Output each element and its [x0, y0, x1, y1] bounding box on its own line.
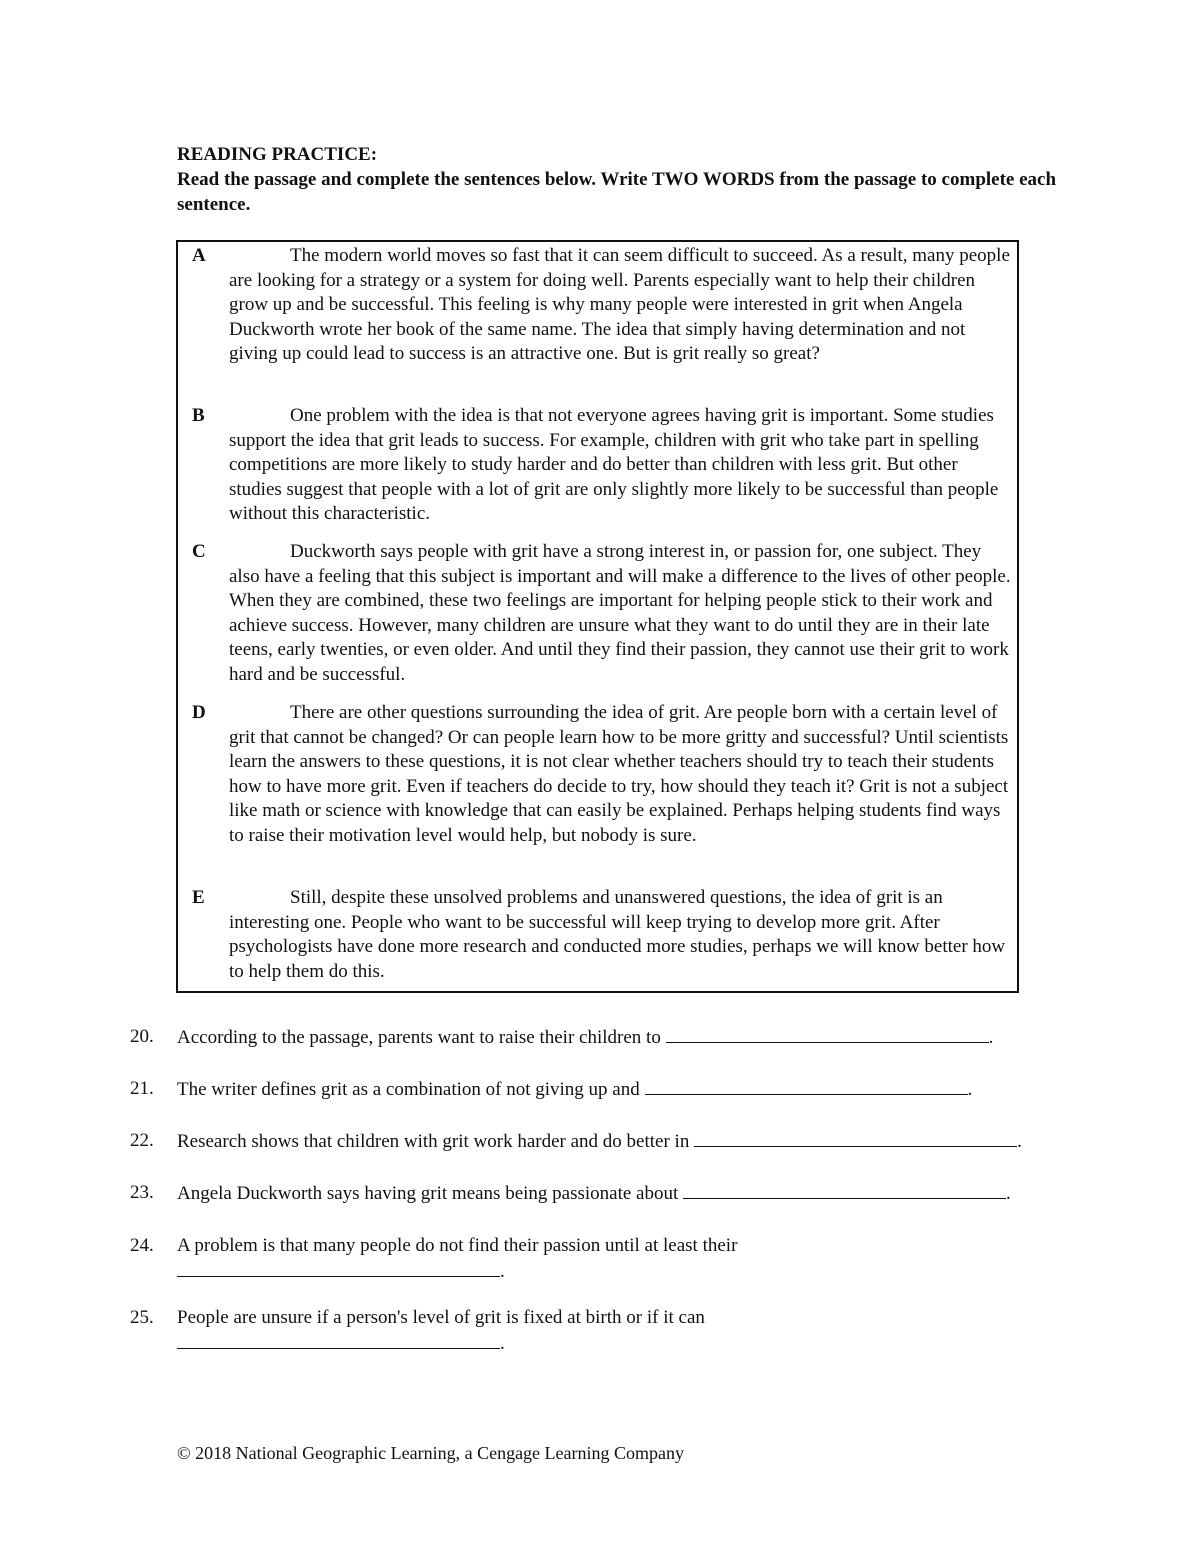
paragraph-letter: C — [192, 541, 206, 562]
question-20 — [130, 1025, 1130, 1050]
question-end: . — [988, 1027, 994, 1048]
paragraph-c — [192, 540, 1012, 688]
paragraph-text: Duckworth says people with grit have a strong interest in, or passion for, one subject. They also have a feeling that this subject is important and will make a difference to the lives of other people. When they are combined, these two feelings are important for helping people stick to their work and achieve success. However, many children are unsure what they want to do until they are in their late teens, early twenties, or even older. And until they find their passion, they cannot use their grit to work hard and be successful. — [229, 541, 1011, 685]
question-21 — [130, 1077, 1130, 1102]
copyright-footer: © 2018 National Geographic Learning, a Cengage Learning Company — [177, 1443, 685, 1463]
answer-blank[interactable] — [177, 1331, 500, 1349]
paragraph-text: There are other questions surrounding the idea of grit. Are people born with a certain level of grit that cannot be changed? Or can people learn how to be more gritty and successful? Until scientists learn the answers to these questions, it is not clear whether teachers should try to teach their students how to have more grit. Even if teachers do decide to try, how should they teach it? Grit is not a subject like math or science with knowledge that can easily be explained. Perhaps helping students find ways to raise their motivation level would help, but nobody is sure. — [229, 702, 1009, 846]
question-text: Angela Duckworth says having grit means being passionate about — [177, 1183, 679, 1204]
passage-box — [176, 240, 1019, 993]
paragraph-text: The modern world moves so fast that it can seem difficult to succeed. As a result, many people are looking for a strategy or a system for doing well. Parents especially want to help their children grow up and be successful. This feeling is why many people were interested in grit when Angela Duckworth wrote her book of the same name. The idea that simply having determination and not giving up could lead to success is an attractive one. But is grit really so great? — [229, 245, 1010, 365]
question-text: People are unsure if a person's level of grit is fixed at birth or if it can — [177, 1307, 705, 1328]
question-number: 23. — [130, 1182, 154, 1203]
instructions: Read the passage and complete the sentences below. Write TWO WORDS from the passage to complete each sentence. — [177, 169, 1057, 215]
page-heading: READING PRACTICE: — [177, 144, 378, 165]
question-text: Research shows that children with grit work harder and do better in — [177, 1131, 690, 1152]
answer-blank[interactable] — [666, 1025, 989, 1043]
paragraph-e — [192, 886, 1012, 984]
question-text: According to the passage, parents want to raise their children to — [177, 1027, 661, 1048]
paragraph-b — [192, 404, 1012, 527]
paragraph-letter: B — [192, 405, 205, 426]
question-25 — [130, 1306, 1130, 1356]
paragraph-a — [192, 244, 1012, 367]
question-24 — [130, 1234, 1130, 1284]
question-end: . — [500, 1261, 505, 1282]
question-number: 22. — [130, 1130, 154, 1151]
question-end: . — [500, 1333, 505, 1354]
question-text: A problem is that many people do not find their passion until at least their — [177, 1235, 738, 1256]
question-number: 25. — [130, 1307, 154, 1328]
paragraph-letter: E — [192, 887, 205, 908]
answer-blank[interactable] — [645, 1077, 968, 1095]
question-end: . — [1006, 1183, 1011, 1204]
question-23 — [130, 1181, 1130, 1206]
paragraph-letter: A — [192, 245, 206, 266]
question-number: 24. — [130, 1235, 154, 1256]
question-end: . — [967, 1079, 973, 1100]
question-end: . — [1017, 1131, 1022, 1152]
paragraph-letter: D — [192, 702, 206, 723]
paragraph-d — [192, 701, 1012, 849]
paragraph-text: One problem with the idea is that not everyone agrees having grit is important. Some studies support the idea that grit leads to success. For example, children with grit who take part in spelling competitions are more likely to study harder and do better than children with less grit. But other studies suggest that people with a lot of grit are only slightly more likely to be successful than people without this characteristic. — [229, 405, 999, 525]
answer-blank[interactable] — [694, 1129, 1017, 1147]
answer-blank[interactable] — [177, 1259, 500, 1277]
question-number: 20. — [130, 1026, 154, 1047]
question-22 — [130, 1129, 1130, 1154]
question-number: 21. — [130, 1078, 154, 1099]
question-text: The writer defines grit as a combination of not giving up and — [177, 1079, 640, 1100]
answer-blank[interactable] — [683, 1181, 1006, 1199]
paragraph-text: Still, despite these unsolved problems and unanswered questions, the idea of grit is an interesting one. People who want to be successful will keep trying to develop more grit. After psychologists have done more research and conducted more studies, perhaps we will know better how to help them do this. — [229, 887, 1006, 982]
